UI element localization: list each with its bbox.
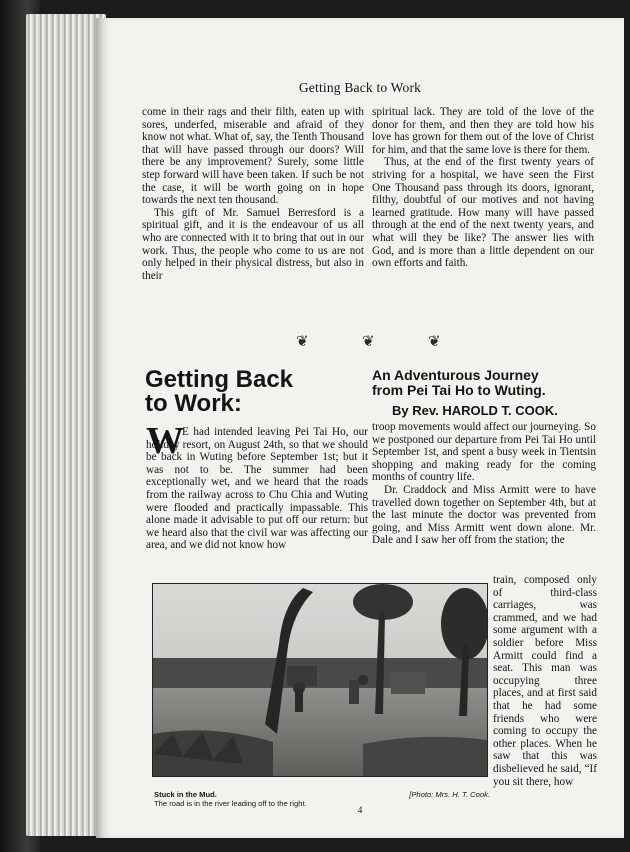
story-title bbox=[372, 368, 596, 398]
page-stack-edge bbox=[26, 14, 106, 836]
flood-photograph bbox=[152, 583, 488, 777]
paragraph: spiritual lack. They are told of the love of the donor for them, and then they are told how his love has grown for them out of the love of Christ for him, and that the same love is there for them. bbox=[372, 106, 594, 156]
headline-line: to Work: bbox=[145, 390, 242, 417]
paragraph: This gift of Mr. Samuel Berresford is a spiritual gift, and it is the endeavour of us all who are connected with it to bring that out in our work. Thus, the people who come to us are not only helped in their physical distress, but also in their bbox=[142, 206, 364, 282]
top-column-right bbox=[372, 106, 594, 270]
fleuron-ornament: ❦ bbox=[362, 334, 375, 350]
fleuron-ornament: ❦ bbox=[428, 334, 441, 350]
paragraph: Thus, at the end of the first twenty years of striving for a hospital, we have seen the First One Thousand pass through its doors, ignorant, filthy, doubtful of our motives and not having learned gratitude. How many will have passed through at the end of the next twenty years, and what will they be like? The answer lies with God, and is more than a little dependent on our own efforts and faith. bbox=[372, 156, 594, 270]
paragraph: come in their rags and their filth, eaten up with sores, underfed, miserable and afraid of they know not what. What of, say, the Tenth Thousand that will have passed through our doors? Will there be any improvement? Surely, some little step forward will have been taken. If such be not the case, it will be worth going on in hope towards the next ten thousand. bbox=[142, 106, 364, 207]
paragraph: E had intended leaving Pei Tai Ho, our holiday resort, on August 24th, so that we should be back in Wuting before September 1st; but it was not to be. The summer had been exceptionally wet, and we heard that the roads from the railway across to Chu Chia and Wuting were flooded and practically impassable. This alone made it advisable to put off our return: but we heard also that the civil war was affecting our area, and we did not know how bbox=[146, 426, 368, 552]
story-byline: By Rev. HAROLD T. COOK. bbox=[392, 403, 558, 418]
paragraph: troop movements would affect our journeying. So we postponed our departure from Pei Tai Ho until September 1st, and spent a busy week in Tientsin shopping and making ready for the coming months of country life. bbox=[372, 421, 596, 484]
top-column-left bbox=[142, 106, 364, 282]
article-headline bbox=[145, 368, 345, 416]
story-title-line: An Adventurous Journey bbox=[372, 367, 539, 383]
section-divider bbox=[96, 332, 624, 350]
page-number: 4 bbox=[357, 806, 363, 816]
caption-title: Stuck in the Mud. bbox=[154, 790, 217, 799]
story-column-left bbox=[146, 426, 368, 552]
drop-cap: W bbox=[146, 420, 184, 462]
story-title-line: from Pei Tai Ho to Wuting. bbox=[372, 382, 546, 398]
caption-text: The road is in the river leading off to the right. bbox=[154, 799, 307, 808]
story-column-right bbox=[372, 421, 596, 547]
book-page bbox=[96, 18, 624, 838]
paragraph: Dr. Craddock and Miss Armitt were to have travelled down together on September 4th, but at the last minute the doctor was prevented from going, and Miss Armitt went down alone. Mr. Dale and I saw her off from the station; the bbox=[372, 483, 596, 547]
photo-illustration bbox=[153, 584, 487, 776]
running-head: Getting Back to Work bbox=[298, 80, 422, 95]
photo-credit: [Photo: Mrs. H. T. Cook. bbox=[409, 790, 490, 799]
fleuron-ornament: ❦ bbox=[296, 334, 309, 350]
story-column-narrow: train, composed only of third-class carriages, was crammed, and we had some argument with a soldier before Miss Armitt could find a seat. This man was occupying three places, and at first said that he had some friends who were coming to occupy the other places. When he saw that this was disbelieved he said, “If you sit there, how bbox=[493, 574, 597, 788]
headline-line: Getting Back bbox=[145, 366, 294, 393]
